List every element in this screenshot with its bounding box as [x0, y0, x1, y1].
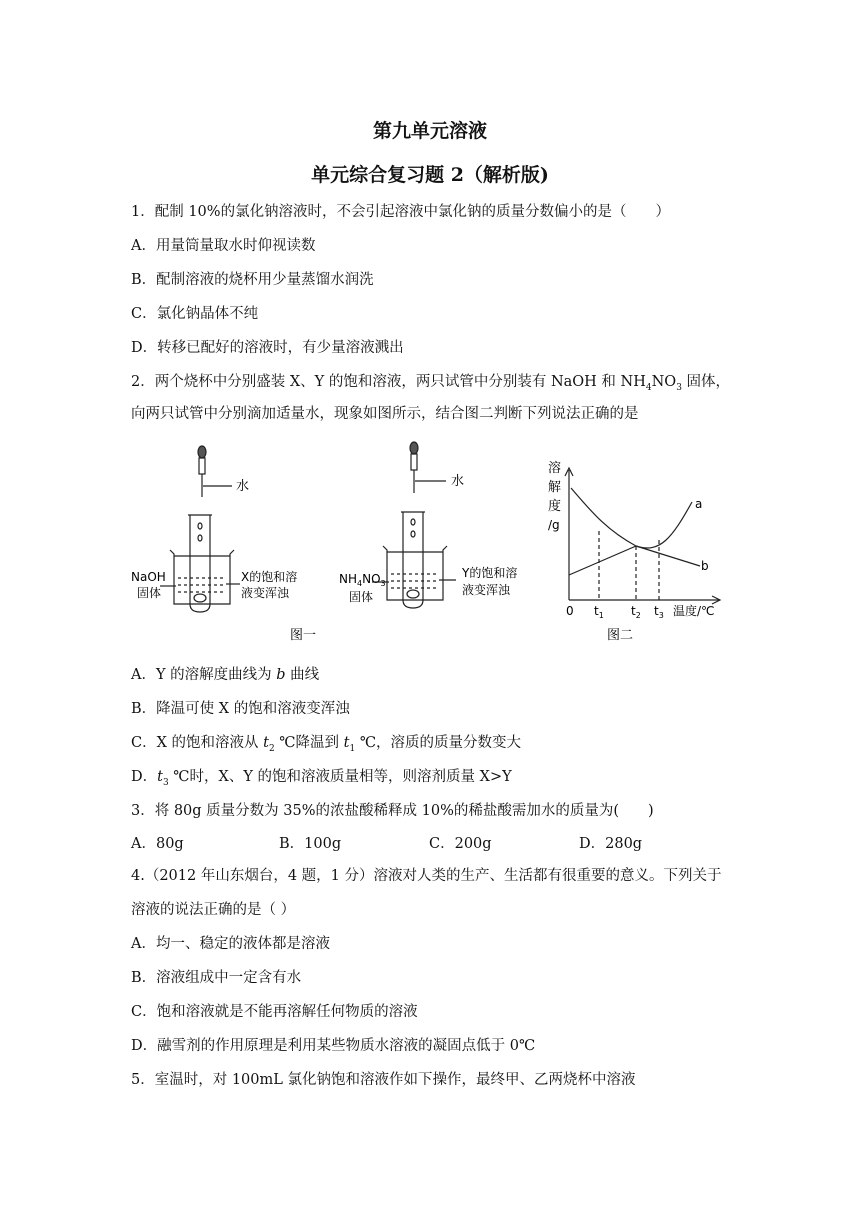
q3-option-d: D．280g	[579, 836, 643, 852]
figure2-curve-a-label: a	[695, 497, 703, 511]
figure1-water-label-left: 水	[236, 479, 250, 494]
figure1-nh4no3-label: $NH_4NO_3$	[339, 572, 386, 588]
q4-option-a: A．均一、稳定的液体都是溶液	[131, 936, 330, 952]
q1-option-b: B．配制溶液的烧杯用少量蒸馏水润洗	[131, 272, 374, 288]
q3-option-a: A．80g	[131, 836, 184, 852]
q4-option-b: B．溶液组成中一定含有水	[131, 970, 302, 986]
q1-option-d: D．转移已配好的溶液时，有少量溶液溅出	[131, 340, 404, 356]
figure2-ylabel-1: 溶	[548, 461, 562, 476]
figure1-naoh-solid-label: 固体	[137, 586, 162, 600]
figure2-caption: 图二	[607, 628, 634, 643]
figure2-origin-label: 0	[566, 604, 574, 618]
figure1-x-sat-label-2: 液变浑浊	[241, 586, 290, 600]
dropper-bulb-icon	[410, 442, 418, 454]
figure1-naoh-label: NaOH	[131, 570, 166, 584]
figure2-ylabel-4: /g	[548, 518, 560, 532]
figure1-y-sat-label-2: 液变浑浊	[462, 583, 511, 597]
figure2-chart	[565, 468, 720, 604]
document-title: 第九单元溶液	[372, 120, 487, 142]
figure2-ylabel-2: 解	[548, 480, 562, 495]
q2-stem-line2: 向两只试管中分别滴加适量水，现象如图所示，结合图二判断下列说法正确的是	[131, 406, 639, 422]
q3-option-b: B．100g	[279, 836, 342, 852]
q2-option-b: B．降温可使 X 的饱和溶液变浑浊	[131, 701, 350, 717]
q2-stem-line1: 2．两个烧杯中分别盛装 X、Y 的饱和溶液，两只试管中分别装有 NaOH 和 $NH_4NO_3$ 固体，	[131, 374, 731, 393]
q3-option-c: C．200g	[429, 836, 492, 852]
figure1-caption: 图一	[290, 628, 317, 643]
q2-option-c: C．X 的饱和溶液从 $t_2$ ℃降温到 $t_1$ ℃，溶质的质量分数变大	[131, 735, 522, 754]
curve-b-falling	[636, 546, 700, 566]
q1-stem: 1．配制 10%的氯化钠溶液时，不会引起溶液中氯化钠的质量分数偏小的是（ ）	[131, 204, 671, 220]
q1-option-c: C．氯化钠晶体不纯	[131, 306, 259, 322]
q2-option-a: A．Y 的溶解度曲线为 b 曲线	[131, 667, 320, 683]
document-subtitle: 单元综合复习题 2（解析版)	[311, 164, 549, 186]
q5-stem: 5．室温时，对 100mL 氯化钠饱和溶液作如下操作，最终甲、乙两烧杯中溶液	[131, 1072, 636, 1088]
figure2-tick-t1: $t_1$	[594, 604, 604, 620]
figure2-curve-b-label: b	[701, 559, 709, 573]
dropper-bulb-icon	[198, 446, 206, 458]
q1-option-a: A．用量筒量取水时仰视读数	[131, 238, 316, 254]
figure2-tick-t3: $t_3$	[654, 604, 664, 620]
q2-option-d: D．$t_3$ ℃时，X、Y 的饱和溶液质量相等，则溶剂质量 X>Y	[131, 769, 512, 788]
q3-stem: 3．将 80g 质量分数为 35%的浓盐酸稀释成 10%的稀盐酸需加水的质量为( )	[131, 803, 654, 819]
q4-option-c: C．饱和溶液就是不能再溶解任何物质的溶液	[131, 1004, 418, 1020]
figure2-tick-t2: $t_2$	[631, 604, 641, 620]
curve-b-rising	[569, 546, 636, 575]
dropper-barrel-icon	[199, 458, 205, 474]
q4-option-d: D．融雪剂的作用原理是利用某些物质水溶液的凝固点低于 0℃	[131, 1038, 536, 1054]
figure2-xlabel: 温度/℃	[673, 604, 715, 618]
curve-a	[571, 488, 692, 548]
figure1-y-sat-label-1: Y的饱和溶	[462, 566, 518, 580]
figure1-x-sat-label-1: X的饱和溶	[241, 570, 298, 584]
figure1-nh4no3-solid-label: 固体	[349, 590, 374, 604]
figure1-left-apparatus	[160, 446, 240, 612]
figure1-water-label-right: 水	[451, 474, 465, 489]
q4-stem-line1: 4.（2012 年山东烟台，4 题，1 分）溶液对人类的生产、生活都有很重要的意义。下列关于	[131, 868, 722, 884]
figure2-ylabel-3: 度	[548, 499, 562, 514]
q4-stem-line2: 溶液的说法正确的是（ ）	[131, 902, 296, 918]
dropper-barrel-icon	[411, 454, 417, 470]
curve-b-ignore	[569, 568, 698, 574]
